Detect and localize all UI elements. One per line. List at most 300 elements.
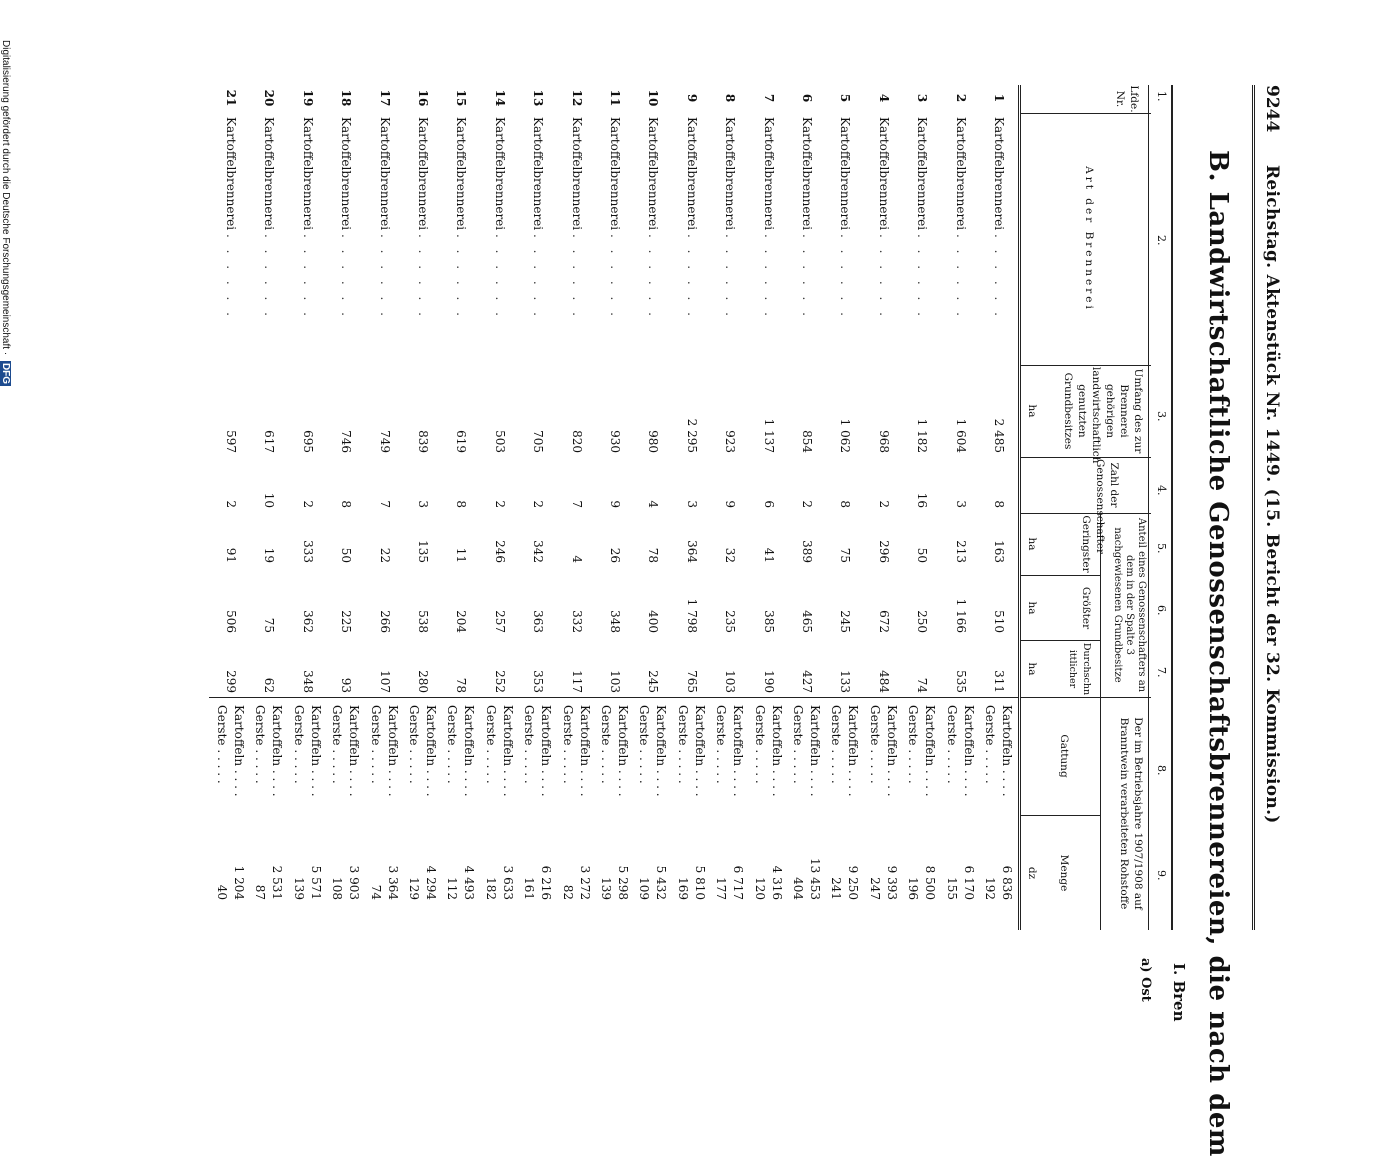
row-art xyxy=(838,117,852,320)
row-zahl: 10 xyxy=(262,492,277,508)
row-umfang: 968 xyxy=(876,430,891,453)
table-row xyxy=(288,85,326,930)
row-durchschnitt: 103 xyxy=(723,670,738,693)
row-groesster: 465 xyxy=(800,610,814,633)
leader-dots: . . . . . . xyxy=(915,233,930,320)
row-menge xyxy=(367,825,401,900)
row-groesster: 235 xyxy=(723,610,738,633)
row-art xyxy=(723,117,737,320)
column-number-row xyxy=(1148,85,1173,930)
row-gattung-2: Gerste xyxy=(291,705,306,746)
row-menge xyxy=(443,825,477,900)
row-groesster: 400 xyxy=(646,610,661,633)
row-gattung-1: Kartoffeln xyxy=(961,705,976,767)
row-number: 4 xyxy=(876,93,891,103)
row-zahl: 2 xyxy=(800,500,814,508)
row-gattung: Kartoffeln . . . . Gerste . . . . . xyxy=(906,705,938,797)
row-number: 16 xyxy=(416,89,430,107)
row-groesster: 672 xyxy=(876,610,891,633)
row-menge-1: 9 250 xyxy=(846,865,861,900)
row-geringster: 91 xyxy=(224,547,238,563)
row-zahl: 7 xyxy=(569,500,584,508)
row-groesster: 75 xyxy=(262,617,277,633)
footer-credit xyxy=(0,40,11,386)
row-gattung-2: Gerste xyxy=(445,705,460,746)
table-row xyxy=(710,85,748,930)
row-umfang: 980 xyxy=(646,430,661,453)
row-zahl: 8 xyxy=(992,500,1006,508)
row-zahl: 9 xyxy=(723,500,738,508)
row-menge-1: 1 204 xyxy=(232,865,246,900)
row-gattung-1: Kartoffeln xyxy=(923,705,938,767)
row-art xyxy=(608,117,622,320)
row-gattung-2: Gerste xyxy=(829,705,844,746)
row-number: 13 xyxy=(531,89,546,107)
leader-dots: . . . . . . xyxy=(646,233,661,320)
leader-dots: . . . . . . xyxy=(531,233,546,320)
row-umfang: 619 xyxy=(454,430,469,453)
leader-dots: . . . . . . xyxy=(224,233,238,320)
table-row xyxy=(480,85,518,930)
row-menge-2: 109 xyxy=(637,877,652,900)
row-menge xyxy=(943,825,977,900)
running-header-text: Reichstag. Aktenstück Nr. 1449. (15. Bericht der 32. Kommission.) xyxy=(1262,165,1282,824)
row-groesster: 204 xyxy=(454,610,469,633)
row-number: 11 xyxy=(608,89,622,107)
table-row xyxy=(749,85,787,930)
row-art xyxy=(224,117,238,320)
colnum-9: 9. xyxy=(1155,870,1168,881)
row-art-text: Kartoffelbrennerei xyxy=(262,117,277,231)
leader-dots: . . . . . . xyxy=(416,233,430,320)
row-menge-2: 74 xyxy=(368,884,383,900)
row-durchschnitt: 353 xyxy=(531,670,546,693)
row-gattung: Kartoffeln . . . . Gerste . . . . . xyxy=(637,705,669,797)
row-groesster: 257 xyxy=(492,610,507,633)
header-groesster: Größter xyxy=(1080,586,1092,630)
row-umfang: 820 xyxy=(569,430,584,453)
row-groesster: 506 xyxy=(224,610,238,633)
leader-dots: . . . . . . xyxy=(262,233,277,320)
row-menge xyxy=(213,825,247,900)
leader-dots: . . . . . . xyxy=(454,233,469,320)
row-geringster: 296 xyxy=(876,540,891,563)
dfg-logo: DFG xyxy=(0,362,11,385)
row-zahl: 2 xyxy=(300,500,315,508)
row-groesster: 245 xyxy=(838,610,853,633)
row-durchschnitt: 117 xyxy=(569,670,584,693)
row-durchschnitt: 103 xyxy=(608,670,622,693)
leader-dots: . . . . . . xyxy=(608,233,622,320)
row-gattung-2: Gerste xyxy=(483,705,498,746)
row-menge-1: 6 216 xyxy=(539,865,554,900)
row-menge-2: 404 xyxy=(791,877,805,900)
row-gattung: Kartoffeln . . . . Gerste . . . . . xyxy=(714,705,746,797)
row-menge xyxy=(482,825,516,900)
row-zahl: 3 xyxy=(953,500,968,508)
row-menge xyxy=(251,825,285,900)
row-gattung-1: Kartoffeln xyxy=(769,705,784,767)
row-durchschnitt: 427 xyxy=(800,670,814,693)
table-row xyxy=(403,85,441,930)
row-zahl: 2 xyxy=(876,500,891,508)
row-gattung: Kartoffeln . . . . Gerste . . . . . xyxy=(445,705,477,797)
row-gattung-2: Gerste xyxy=(675,705,690,746)
row-zahl: 6 xyxy=(761,500,776,508)
leader-dots: . . . . . . xyxy=(761,233,776,320)
row-zahl: 8 xyxy=(339,500,354,508)
row-zahl: 9 xyxy=(608,500,622,508)
row-art-text: Kartoffelbrennerei xyxy=(838,117,853,231)
row-art xyxy=(454,117,468,320)
row-menge-2: 177 xyxy=(714,877,729,900)
row-geringster: 19 xyxy=(262,547,277,563)
row-geringster: 364 xyxy=(684,540,699,563)
row-geringster: 26 xyxy=(608,547,622,563)
row-art-text: Kartoffelbrennerei xyxy=(953,117,968,231)
row-menge xyxy=(827,825,861,900)
row-menge-2: 139 xyxy=(599,877,613,900)
row-gattung-2: Gerste xyxy=(867,705,882,746)
row-art-text: Kartoffelbrennerei xyxy=(569,117,584,231)
row-gattung-1: Kartoffeln xyxy=(462,705,477,767)
row-geringster: 246 xyxy=(492,540,507,563)
row-number: 2 xyxy=(953,93,968,103)
row-umfang: 503 xyxy=(492,430,507,453)
row-groesster: 1 166 xyxy=(953,598,968,633)
section-heading: I. Bren xyxy=(1170,963,1188,1022)
row-menge-1: 13 453 xyxy=(808,858,822,900)
row-zahl: 8 xyxy=(838,500,853,508)
row-menge xyxy=(904,825,938,900)
row-number: 17 xyxy=(377,89,392,107)
row-umfang: 2 295 xyxy=(684,418,699,453)
row-menge-2: 161 xyxy=(522,877,537,900)
row-geringster: 213 xyxy=(953,540,968,563)
table-row xyxy=(595,85,633,930)
row-menge-1: 3 903 xyxy=(347,865,362,900)
table-row xyxy=(825,85,863,930)
table-row xyxy=(864,85,902,930)
row-menge-1: 3 272 xyxy=(577,865,592,900)
row-menge-2: 129 xyxy=(407,877,421,900)
row-umfang: 854 xyxy=(800,430,814,453)
row-menge-2: 241 xyxy=(829,877,844,900)
row-menge-1: 6 836 xyxy=(1000,865,1014,900)
row-geringster: 11 xyxy=(454,547,469,563)
table-row xyxy=(941,85,979,930)
row-gattung-1: Kartoffeln xyxy=(232,705,246,767)
row-number: 9 xyxy=(684,93,699,103)
header-durchschnitt: Durchschnittlicher xyxy=(1067,642,1092,696)
row-gattung-1: Kartoffeln xyxy=(808,705,822,767)
row-umfang: 695 xyxy=(300,430,315,453)
row-gattung: Kartoffeln . . . . Gerste . . . . . xyxy=(791,705,822,797)
row-menge xyxy=(559,825,593,900)
row-number: 3 xyxy=(915,93,930,103)
header-zahl: Zahl der Genossenschafter xyxy=(1094,459,1120,555)
row-groesster: 250 xyxy=(915,610,930,633)
leader-dots: . . . . . . xyxy=(684,233,699,320)
row-number: 1 xyxy=(992,93,1006,103)
row-art-text: Kartoffelbrennerei xyxy=(723,117,738,231)
row-menge-1: 6 170 xyxy=(961,865,976,900)
row-art-text: Kartoffelbrennerei xyxy=(608,117,622,231)
row-zahl: 8 xyxy=(454,500,469,508)
leader-dots: . . . . . . xyxy=(339,233,354,320)
row-zahl: 2 xyxy=(224,500,238,508)
row-menge xyxy=(674,825,708,900)
row-geringster: 333 xyxy=(300,540,315,563)
row-menge-1: 2 531 xyxy=(270,865,285,900)
row-art-text: Kartoffelbrennerei xyxy=(416,117,430,231)
row-gattung-1: Kartoffeln xyxy=(424,705,438,767)
row-menge-1: 8 500 xyxy=(923,865,938,900)
table-row xyxy=(557,85,595,930)
row-umfang: 1 137 xyxy=(761,418,776,453)
row-zahl: 3 xyxy=(684,500,699,508)
row-durchschnitt: 535 xyxy=(953,670,968,693)
row-zahl: 16 xyxy=(915,492,930,508)
row-geringster: 32 xyxy=(723,547,738,563)
row-art xyxy=(570,117,584,320)
table-row xyxy=(633,85,671,930)
row-gattung-1: Kartoffeln xyxy=(500,705,515,767)
table-row xyxy=(441,85,479,930)
row-menge xyxy=(712,825,746,900)
row-gattung-2: Gerste xyxy=(752,705,767,746)
row-gattung-2: Gerste xyxy=(906,705,921,746)
row-gattung: Kartoffeln . . . . Gerste . . . . . xyxy=(599,705,630,797)
row-gattung-2: Gerste xyxy=(944,705,959,746)
header-groesster-unit: ha xyxy=(1026,601,1038,615)
row-art xyxy=(493,117,507,320)
row-art-text: Kartoffelbrennerei xyxy=(992,117,1006,231)
row-number: 21 xyxy=(224,89,238,107)
row-gattung-1: Kartoffeln xyxy=(270,705,285,767)
row-art-text: Kartoffelbrennerei xyxy=(377,117,392,231)
row-groesster: 1 798 xyxy=(684,598,699,633)
row-zahl: 2 xyxy=(531,500,546,508)
header-gattung: Gattung xyxy=(1058,734,1070,778)
table-row xyxy=(211,85,249,930)
row-number: 5 xyxy=(838,93,853,103)
row-art xyxy=(646,117,660,320)
footer-text: Digitalisierung gefördert durch die Deutsche Forschungsgemeinschaft · xyxy=(0,40,11,356)
row-groesster: 225 xyxy=(339,610,354,633)
row-groesster: 363 xyxy=(531,610,546,633)
row-art xyxy=(685,117,699,320)
row-gattung-1: Kartoffeln xyxy=(385,705,400,767)
row-gattung: Kartoffeln . . . . Gerste . . . . . xyxy=(560,705,592,797)
row-art-text: Kartoffelbrennerei xyxy=(646,117,661,231)
colnum-4: 4. xyxy=(1155,485,1168,496)
table-row xyxy=(979,85,1017,930)
row-durchschnitt: 74 xyxy=(915,677,930,693)
row-art-text: Kartoffelbrennerei xyxy=(224,117,238,231)
row-umfang: 617 xyxy=(262,430,277,453)
row-menge-1: 6 717 xyxy=(731,865,746,900)
row-gattung: Kartoffeln . . . . Gerste . . . . . xyxy=(752,705,784,797)
header-menge-unit: dz xyxy=(1026,866,1038,880)
table-row xyxy=(902,85,940,930)
row-groesster: 348 xyxy=(608,610,622,633)
row-menge xyxy=(290,825,324,900)
row-menge-2: 192 xyxy=(983,877,997,900)
row-gattung-2: Gerste xyxy=(714,705,729,746)
row-gattung-1: Kartoffeln xyxy=(577,705,592,767)
row-menge-1: 4 316 xyxy=(769,865,784,900)
row-gattung-2: Gerste xyxy=(560,705,575,746)
row-number: 15 xyxy=(454,89,469,107)
row-durchschnitt: 484 xyxy=(876,670,891,693)
row-gattung-2: Gerste xyxy=(215,705,229,746)
row-umfang: 749 xyxy=(377,430,392,453)
row-gattung-2: Gerste xyxy=(983,705,997,746)
row-number: 6 xyxy=(800,93,814,103)
row-number: 10 xyxy=(646,89,661,107)
row-menge-2: 169 xyxy=(675,877,690,900)
row-number: 8 xyxy=(723,93,738,103)
row-menge-2: 139 xyxy=(291,877,306,900)
row-menge-2: 40 xyxy=(215,884,229,900)
row-menge-2: 196 xyxy=(906,877,921,900)
row-art-text: Kartoffelbrennerei xyxy=(800,117,814,231)
row-durchschnitt: 190 xyxy=(761,670,776,693)
row-zahl: 7 xyxy=(377,500,392,508)
row-art-text: Kartoffelbrennerei xyxy=(761,117,776,231)
table-row xyxy=(672,85,710,930)
row-groesster: 266 xyxy=(377,610,392,633)
row-menge-1: 5 432 xyxy=(654,865,669,900)
row-art xyxy=(301,117,315,320)
leader-dots: . . . . . . xyxy=(377,233,392,320)
row-umfang: 705 xyxy=(531,430,546,453)
table-row xyxy=(326,85,364,930)
row-menge-2: 155 xyxy=(944,877,959,900)
row-geringster: 389 xyxy=(800,540,814,563)
row-art xyxy=(762,117,776,320)
row-durchschnitt: 348 xyxy=(300,670,315,693)
row-umfang: 2 485 xyxy=(992,418,1006,453)
leader-dots: . . . . . . xyxy=(569,233,584,320)
row-gattung: Kartoffeln . . . . Gerste . . . . . xyxy=(368,705,400,797)
colnum-3: 3. xyxy=(1155,411,1168,422)
row-gattung-1: Kartoffeln xyxy=(884,705,899,767)
colnum-1: 1. xyxy=(1155,91,1168,102)
row-menge-1: 5 571 xyxy=(308,865,323,900)
header-anteil-group: Anteil eines Genossenschafters an dem in der Spalte 3 nachgewiesenen Grundbesitze xyxy=(1112,517,1147,693)
row-gattung: Kartoffeln . . . . Gerste . . . . . xyxy=(944,705,976,797)
row-geringster: 50 xyxy=(339,547,354,563)
row-menge-1: 4 493 xyxy=(462,865,477,900)
leader-dots: . . . . . . xyxy=(492,233,507,320)
row-durchschnitt: 107 xyxy=(377,670,392,693)
row-geringster: 135 xyxy=(416,540,430,563)
leader-dots: . . . . . . xyxy=(876,233,891,320)
row-menge-2: 112 xyxy=(445,877,460,900)
row-gattung: Kartoffeln . . . . Gerste . . . . . xyxy=(330,705,362,797)
row-umfang: 1 182 xyxy=(915,418,930,453)
leader-dots: . . . . . . xyxy=(953,233,968,320)
row-menge xyxy=(789,825,823,900)
row-durchschnitt: 133 xyxy=(838,670,853,693)
row-gattung-2: Gerste xyxy=(253,705,268,746)
row-gattung-1: Kartoffeln xyxy=(731,705,746,767)
row-durchschnitt: 765 xyxy=(684,670,699,693)
row-durchschnitt: 245 xyxy=(646,670,661,693)
row-art xyxy=(378,117,392,320)
row-umfang: 1 604 xyxy=(953,418,968,453)
row-art-text: Kartoffelbrennerei xyxy=(339,117,354,231)
row-menge xyxy=(635,825,669,900)
row-durchschnitt: 252 xyxy=(492,670,507,693)
row-art-text: Kartoffelbrennerei xyxy=(300,117,315,231)
row-gattung-2: Gerste xyxy=(522,705,537,746)
header-rohstoffe-group: Der im Betriebsjahre 1907/1908 auf Branntwein verarbeiteten Rohstoffe xyxy=(1118,717,1144,910)
row-number: 19 xyxy=(300,89,315,107)
row-geringster: 163 xyxy=(992,540,1006,563)
row-menge xyxy=(866,825,900,900)
row-groesster: 538 xyxy=(416,610,430,633)
row-durchschnitt: 280 xyxy=(416,670,430,693)
row-menge-1: 3 364 xyxy=(385,865,400,900)
row-gattung-1: Kartoffeln xyxy=(308,705,323,767)
row-gattung: Kartoffeln . . . . Gerste . . . . . xyxy=(253,705,285,797)
row-art-text: Kartoffelbrennerei xyxy=(876,117,891,231)
row-menge xyxy=(597,825,631,900)
row-umfang: 930 xyxy=(608,430,622,453)
row-art xyxy=(416,117,430,320)
row-menge-2: 247 xyxy=(867,877,882,900)
row-menge-2: 182 xyxy=(483,877,498,900)
row-groesster: 510 xyxy=(992,610,1006,633)
table-row xyxy=(249,85,287,930)
row-gattung-2: Gerste xyxy=(330,705,345,746)
row-zahl: 3 xyxy=(416,500,430,508)
row-number: 18 xyxy=(339,89,354,107)
row-art-text: Kartoffelbrennerei xyxy=(492,117,507,231)
row-number: 12 xyxy=(569,89,584,107)
header-lfde-nr: Lfde. Nr. xyxy=(1114,85,1140,113)
row-art xyxy=(877,117,891,320)
row-durchschnitt: 93 xyxy=(339,677,354,693)
row-gattung: Kartoffeln . . . . Gerste . . . . . xyxy=(483,705,515,797)
row-gattung-1: Kartoffeln xyxy=(692,705,707,767)
header-rule xyxy=(1252,85,1255,930)
row-menge-1: 3 633 xyxy=(500,865,515,900)
row-gattung: Kartoffeln . . . . Gerste . . . . . xyxy=(829,705,861,797)
row-art-text: Kartoffelbrennerei xyxy=(684,117,699,231)
row-geringster: 75 xyxy=(838,547,853,563)
row-number: 14 xyxy=(492,89,507,107)
leader-dots: . . . . . . xyxy=(723,233,738,320)
page-number: 9244 xyxy=(1262,85,1282,133)
leader-dots: . . . . . . xyxy=(300,233,315,320)
header-umfang-unit: ha xyxy=(1026,404,1038,418)
table-row xyxy=(518,85,556,930)
row-menge-1: 5 810 xyxy=(692,865,707,900)
row-gattung-1: Kartoffeln xyxy=(347,705,362,767)
row-menge-2: 87 xyxy=(253,884,268,900)
row-geringster: 78 xyxy=(646,547,661,563)
row-geringster: 50 xyxy=(915,547,930,563)
row-number: 7 xyxy=(761,93,776,103)
row-gattung-1: Kartoffeln xyxy=(846,705,861,767)
row-durchschnitt: 311 xyxy=(992,670,1006,693)
colnum-6: 6. xyxy=(1155,605,1168,616)
row-geringster: 22 xyxy=(377,547,392,563)
